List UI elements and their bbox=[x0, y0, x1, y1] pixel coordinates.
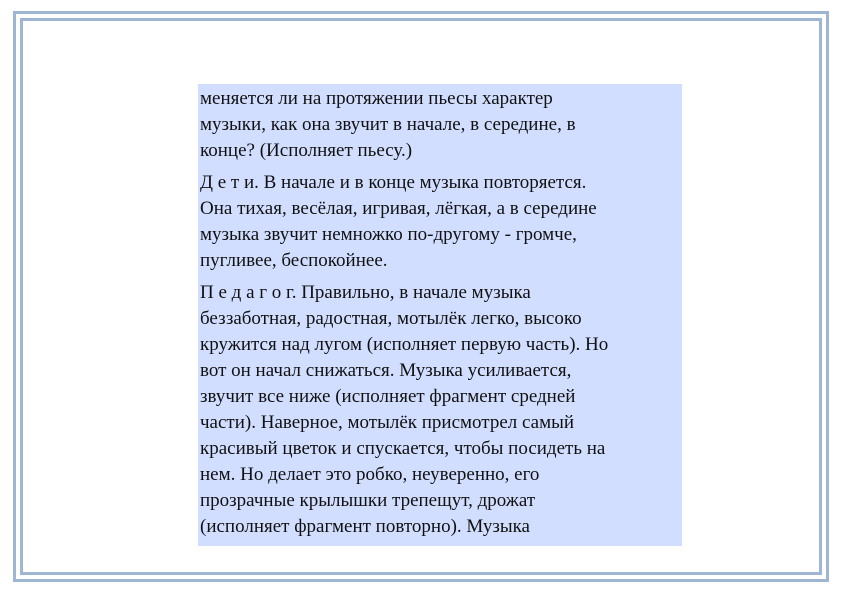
paragraph-teacher-explanation: П е д а г о г. Правильно, в начале музыка беззаботная, радостная, мотылёк легко, высоко кружится над лугом (исполняет первую часть). Но вот он начал снижаться. Музыка усиливается, звучит все ниже (исполняет фрагмент средней части). Наверное, мотылёк присмотрел самый красивый цветок и спускается, чтобы посидеть на нем. Но делает это робко, неуверенно, его прозрачные крылышки трепещут, дрожат (исполняет фрагмент повторно). Музыка bbox=[200, 282, 609, 537]
paragraph-question: меняется ли на протяжении пьесы характер музыки, как она звучит в начале, в середине, в конце? (Исполняет пьесу.) bbox=[200, 88, 576, 161]
paragraph-children-answer: Д е т и. В начале и в конце музыка повторяется. Она тихая, весёлая, игривая, лёгкая, а в середине музыка звучит немножко по-другому - громче, пугливее, беспокойнее. bbox=[200, 172, 597, 271]
text-block bbox=[198, 84, 682, 546]
